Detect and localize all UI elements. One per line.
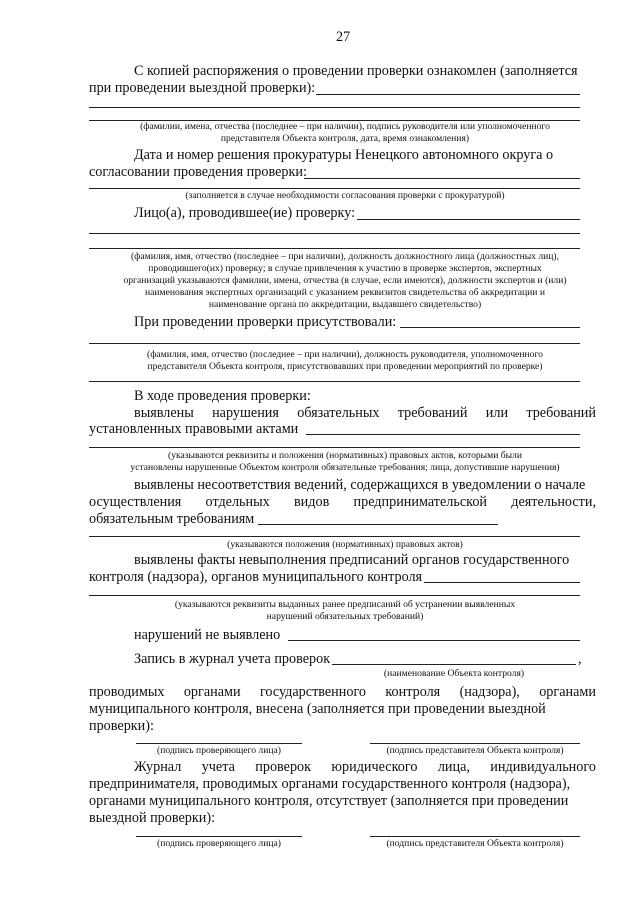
sec1-line1: С копией распоряжения о проведении проверки ознакомлен (заполняется: [134, 63, 578, 79]
sec7-line3: органами муниципального контроля, отсутствует (заполняется при проведении: [89, 793, 569, 809]
sec3-line1: Лицо(а), проводившее(ие) проверку:: [134, 205, 356, 221]
sec3-note-3: организаций указываются фамилии, имена, отчества (в случае, если имеются), должности экспертов и (или): [123, 275, 567, 286]
sec1-fill-line[interactable]: [316, 94, 580, 95]
sec6-sig-right-caption: (подпись представителя Объекта контроля): [386, 745, 564, 756]
sec4-note-1: (фамилия, имя, отчество (последнее – при наличии), должность руководителя, уполномоченного: [147, 349, 543, 360]
sec4-fill-line[interactable]: [400, 327, 580, 328]
sec5-c-line1: выявлены факты невыполнения предписаний органов государственного: [134, 552, 570, 568]
sec1-note-1: (фамилии, имена, отчества (последнее – при наличии), подпись руководителя или уполномоченного: [140, 121, 550, 132]
sec6-line3: муниципального контроля, внесена (заполняется при проведении выездной: [89, 701, 546, 717]
sec5-a-blank-line[interactable]: [89, 447, 580, 448]
sec3-blank-line[interactable]: [89, 233, 580, 234]
sec2-note: (заполняется в случае необходимости согласования проверки с прокуратурой): [185, 190, 505, 201]
sec5-heading: В ходе проведения проверки:: [134, 388, 311, 404]
sec3-note-1: (фамилия, имя, отчество (последнее – при наличии), должность должностного лица (должностных лиц),: [130, 251, 560, 262]
sec6-line1: Запись в журнал учета проверок: [134, 651, 331, 667]
sec2-blank-line[interactable]: [89, 188, 580, 189]
sec6-note: (наименование Объекта контроля): [383, 668, 525, 679]
sec6-line4: проверки):: [89, 718, 154, 734]
sec5-a-line1: выявлены нарушения обязательных требований или требований: [134, 405, 596, 421]
sec1-blank-line[interactable]: [89, 107, 580, 108]
sec4-blank-line[interactable]: [89, 343, 580, 344]
sec2-line1: Дата и номер решения прокуратуры Ненецкого автономного округа о: [134, 147, 554, 163]
sec5-c-note-2: нарушений обязательных требований): [266, 611, 424, 622]
sec2-fill-line[interactable]: [304, 178, 580, 179]
sec5-a-note-2: установлены нарушенные Объектом контроля обязательные требования; лица, допустившие нарушения): [130, 462, 560, 473]
sec5-a-fill-line[interactable]: [306, 434, 580, 435]
sec7-sig-right-caption: (подпись представителя Объекта контроля): [386, 838, 564, 849]
sec5-b-fill-line[interactable]: [258, 524, 498, 525]
sec6-comma: ,: [578, 651, 582, 667]
sec7-line2: предпринимателя, проводимых органами государственного контроля (надзора),: [89, 776, 571, 792]
sec7-line4: выездной проверки):: [89, 810, 216, 826]
page-number: 27: [336, 29, 351, 45]
sec7-sig-right-line[interactable]: [370, 836, 580, 837]
sec5-b-line2: осуществления отдельных видов предпринимательской деятельности,: [89, 494, 596, 510]
sec7-sig-left-caption: (подпись проверяющего лица): [157, 838, 281, 849]
sec5-c-fill-line[interactable]: [424, 582, 580, 583]
sec5-c-line2: контроля (надзора), органов муниципального контроля: [89, 569, 423, 585]
sec5-d-line: нарушений не выявлено: [134, 627, 281, 643]
sec2-line2: согласовании проведения проверки:: [89, 164, 307, 180]
sec7-sig-left-line[interactable]: [136, 836, 302, 837]
sec5-b-line3: обязательным требованиям: [89, 511, 255, 527]
sec5-d-fill-line[interactable]: [288, 640, 580, 641]
sec5-b-note: (указываются положения (нормативных) правовых актов): [227, 539, 463, 550]
sec3-note-5: наименование органа по аккредитации, выдавшего свидетельство): [208, 299, 482, 310]
sec5-a-note-1: (указываются реквизиты и положения (нормативных) правовых актов, которыми были: [168, 450, 522, 461]
sec5-b-blank-line[interactable]: [89, 536, 580, 537]
sec6-sig-left-line[interactable]: [136, 743, 302, 744]
sec6-sig-right-line[interactable]: [370, 743, 580, 744]
sec5-c-blank-line[interactable]: [89, 595, 580, 596]
sec1-line2: при проведении выездной проверки):: [89, 80, 316, 96]
sec7-line1: Журнал учета проверок юридического лица, индивидуального: [134, 759, 596, 775]
sec3-note-2: проводившего(их) проверку; в случае привлечения к участию в проверке экспертов, экспертных: [148, 263, 542, 274]
sec5-b-line1: выявлены несоответствия ведений, содержащихся в уведомлении о начале: [134, 477, 586, 493]
sec4-note-2: представителя Объекта контроля, присутствовавших при проведении мероприятий по проверке): [147, 361, 543, 372]
sec3-blank-line[interactable]: [89, 248, 580, 249]
sec5-c-note-1: (указываются реквизиты выданных ранее предписаний об устранении выявленных: [174, 599, 516, 610]
sec3-note-4: наименования экспертных организаций с указанием реквизитов свидетельства об аккредитации и: [145, 287, 545, 298]
sec6-fill-line[interactable]: [332, 664, 576, 665]
sec1-note-2: представителя Объекта контроля, дата, время ознакомления): [220, 133, 470, 144]
sec4-blank-line[interactable]: [89, 381, 580, 382]
sec3-fill-line[interactable]: [357, 219, 580, 220]
sec6-line2: проводимых органами государственного контроля (надзора), органами: [89, 684, 596, 700]
sec4-line1: При проведении проверки присутствовали:: [134, 314, 397, 330]
sec5-a-line2: установленных правовыми актами: [89, 421, 299, 437]
sec6-sig-left-caption: (подпись проверяющего лица): [157, 745, 281, 756]
